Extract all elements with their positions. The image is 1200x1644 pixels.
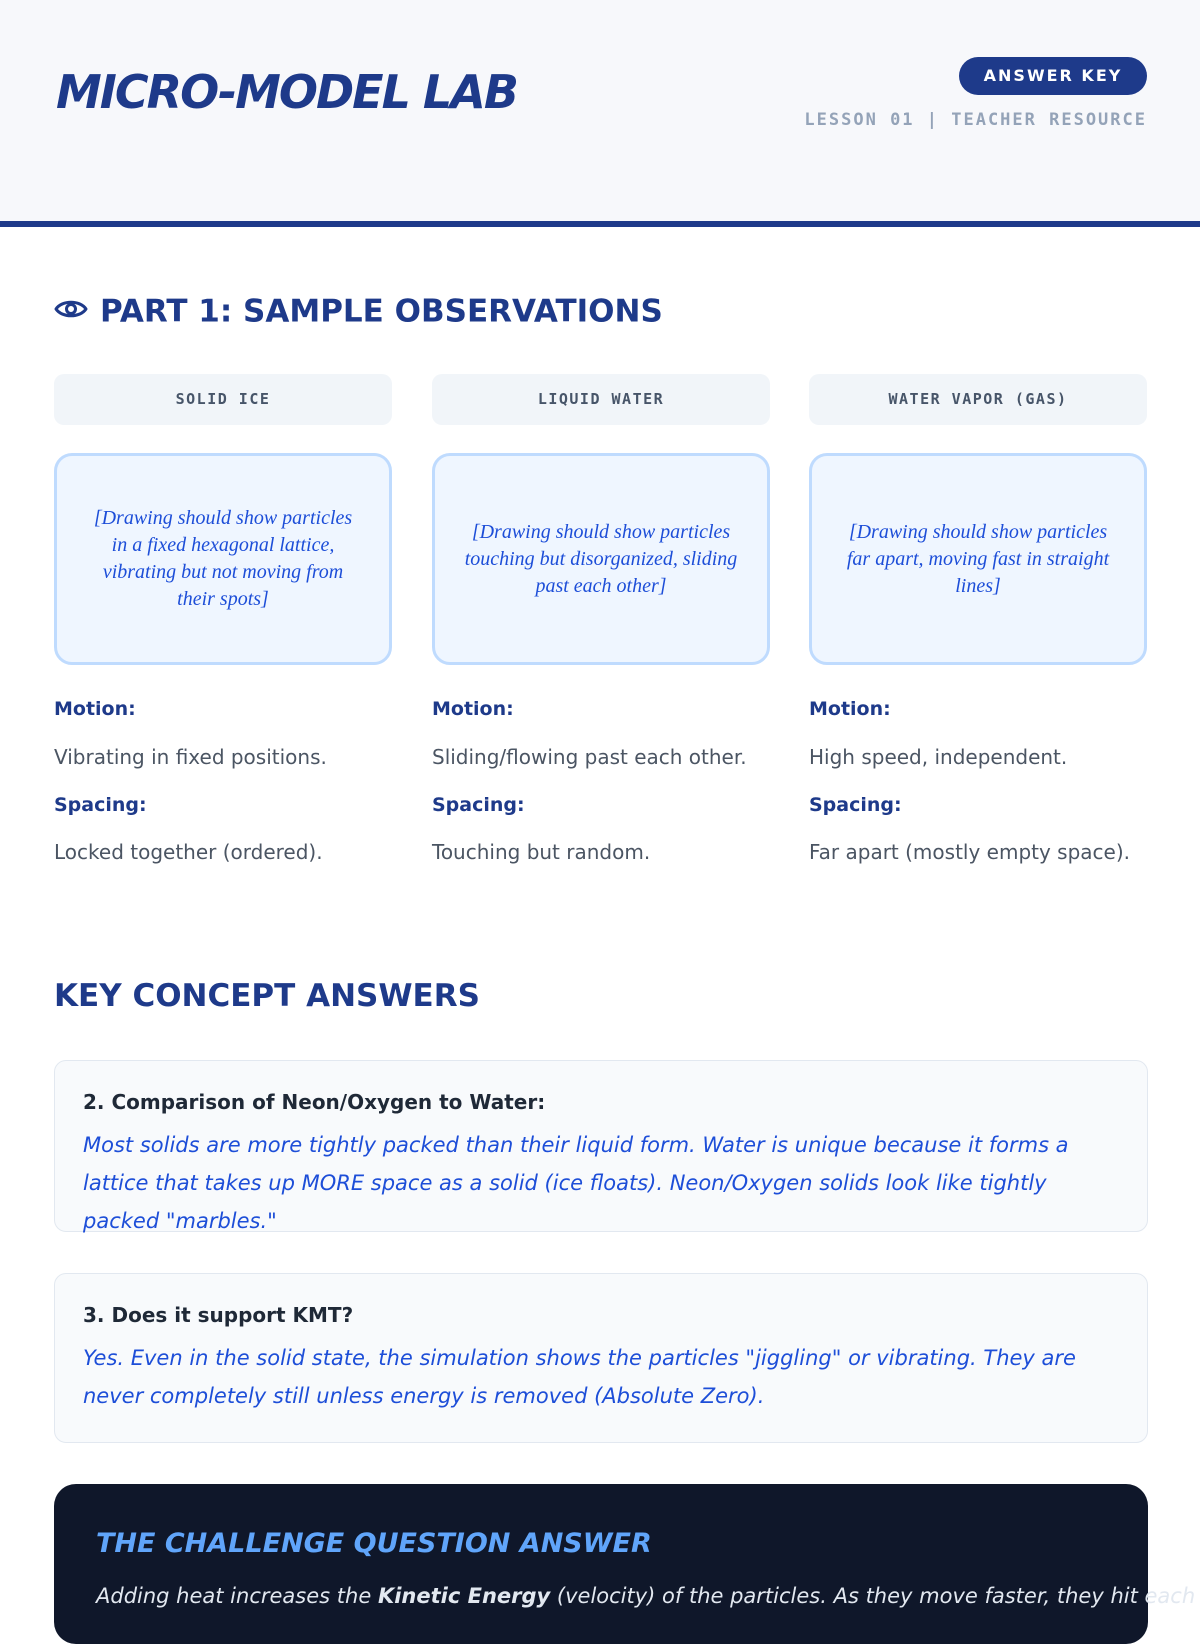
lesson-subtitle: LESSON 01 | TEACHER RESOURCE (804, 110, 1147, 130)
spacing-label: Spacing: (432, 794, 525, 816)
question-title: 3. Does it support KMT? (83, 1303, 354, 1327)
drawing-box (432, 453, 770, 665)
motion-label: Motion: (809, 698, 891, 720)
drawing-note: [Drawing should show particles far apart, moving fast in straight lines] (846, 520, 1110, 597)
question-answer: Yes. Even in the solid state, the simulation shows the particles "jiggling" or vibrating. They are never completely still unless energy is removed (Absolute Zero). (83, 1346, 1076, 1408)
drawing-note: [Drawing should show particles in a fixed hexagonal lattice, vibrating but not moving from their spots] (93, 507, 353, 610)
answer-card (54, 1273, 1148, 1443)
page-title: MICRO-MODEL LAB (56, 65, 517, 119)
spacing-value: Touching but random. (432, 840, 651, 864)
challenge-text-start: Adding heat increases the (96, 1584, 372, 1608)
challenge-title: THE CHALLENGE QUESTION ANSWER (96, 1528, 652, 1559)
state-header: WATER VAPOR (GAS) (809, 374, 1147, 425)
drawing-note: [Drawing should show particles touching but disorganized, sliding past each other] (464, 520, 738, 597)
spacing-label: Spacing: (54, 794, 147, 816)
spacing-label: Spacing: (809, 794, 902, 816)
drawing-box (809, 453, 1147, 665)
spacing-value: Locked together (ordered). (54, 840, 323, 864)
state-column-solid (54, 374, 392, 866)
challenge-panel (54, 1484, 1196, 1644)
kinetic-energy-term: Kinetic Energy (377, 1584, 551, 1608)
state-header: LIQUID WATER (432, 374, 770, 425)
challenge-text-end: (velocity) of the particles. As they move faster, they hit each (556, 1584, 1196, 1608)
motion-value: Vibrating in fixed positions. (54, 745, 327, 769)
motion-label: Motion: (54, 698, 136, 720)
page-header (0, 0, 1200, 227)
state-column-liquid (432, 374, 770, 866)
motion-label: Motion: (432, 698, 514, 720)
state-header: SOLID ICE (54, 374, 392, 425)
motion-value: High speed, independent. (809, 745, 1068, 769)
motion-value: Sliding/flowing past each other. (432, 745, 747, 769)
state-column-gas (809, 374, 1147, 866)
answer-card (54, 1060, 1148, 1232)
spacing-value: Far apart (mostly empty space). (809, 840, 1131, 864)
drawing-box (54, 453, 392, 665)
answer-key-badge: ANSWER KEY (959, 57, 1147, 95)
challenge-answer (96, 1581, 1196, 1611)
question-title: 2. Comparison of Neon/Oxygen to Water: (83, 1090, 546, 1114)
key-concepts-heading: KEY CONCEPT ANSWERS (54, 978, 480, 1014)
part1-heading (54, 290, 663, 332)
eye-icon (54, 297, 88, 321)
question-answer: Most solids are more tightly packed than their liquid form. Water is unique because it forms a lattice that takes up MORE space as a solid (ice floats). Neon/Oxygen solids look like tightly packed "marbles." (83, 1133, 1069, 1233)
part1-title: PART 1: SAMPLE OBSERVATIONS (100, 293, 663, 330)
